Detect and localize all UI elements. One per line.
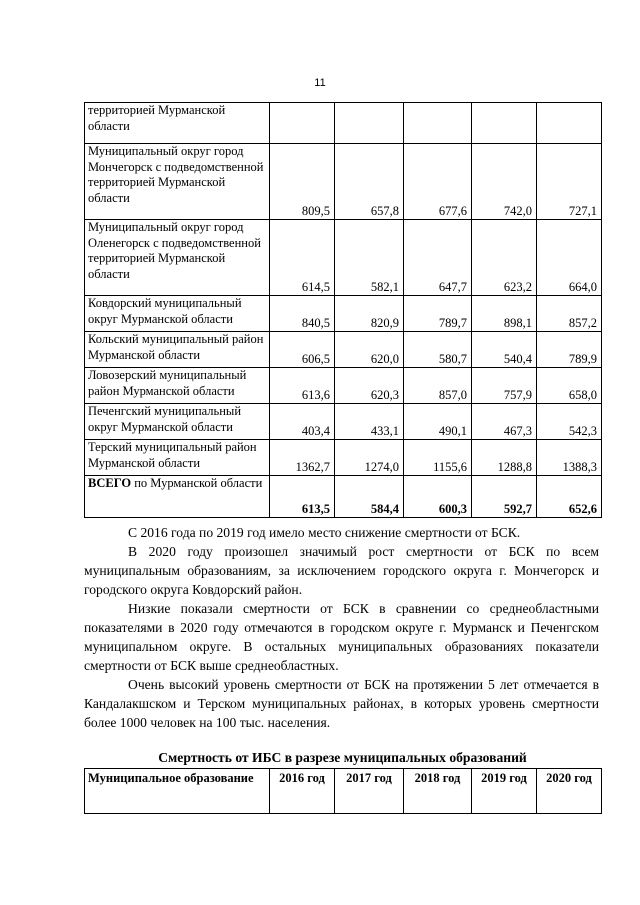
mortality-value: 580,7 — [404, 332, 472, 368]
header-year: 2017 год — [335, 769, 404, 814]
mortality-value: 1274,0 — [335, 440, 404, 476]
municipality-name: Муниципальный округ город Мончегорск с подведомственной территорией Мурманской области — [85, 144, 270, 220]
mortality-value: 582,1 — [335, 220, 404, 296]
body-text — [84, 523, 599, 732]
mortality-value — [335, 103, 404, 144]
mortality-value: 789,9 — [537, 332, 602, 368]
table-row — [85, 296, 602, 332]
mortality-value: 433,1 — [335, 404, 404, 440]
total-label-rest: по Мурманской области — [131, 476, 263, 490]
mortality-value: 614,5 — [270, 220, 335, 296]
total-value: 592,7 — [472, 476, 537, 518]
mortality-value: 1362,7 — [270, 440, 335, 476]
municipality-name: Ловозерский муниципальный район Мурманской области — [85, 368, 270, 404]
mortality-value: 742,0 — [472, 144, 537, 220]
mortality-value: 467,3 — [472, 404, 537, 440]
mortality-value: 898,1 — [472, 296, 537, 332]
table-row — [85, 220, 602, 296]
municipality-name: Кольский муниципальный район Мурманской области — [85, 332, 270, 368]
mortality-value: 657,8 — [335, 144, 404, 220]
mortality-value: 490,1 — [404, 404, 472, 440]
table-row — [85, 440, 602, 476]
mortality-value: 606,5 — [270, 332, 335, 368]
table-row — [85, 404, 602, 440]
page-number: 11 — [314, 77, 326, 89]
mortality-value: 757,9 — [472, 368, 537, 404]
header-year: 2020 год — [537, 769, 602, 814]
municipality-name: Муниципальный округ город Оленегорск с подведомственной территорией Мурманской области — [85, 220, 270, 296]
total-label: ВСЕГО — [88, 476, 132, 490]
municipality-name: территорией Мурманской области — [85, 103, 270, 144]
total-row — [85, 476, 602, 518]
mortality-value — [537, 103, 602, 144]
mortality-value: 1288,8 — [472, 440, 537, 476]
total-value: 584,4 — [335, 476, 404, 518]
table-row — [85, 332, 602, 368]
paragraph: В 2020 году произошел значимый рост смертности от БСК по всем муниципальным образованиям, за исключением городского округа г. Мончегорск и городского округа Ковдорский район. — [84, 544, 599, 597]
table-header-row — [85, 769, 602, 814]
mortality-value: 658,0 — [537, 368, 602, 404]
mortality-value: 840,5 — [270, 296, 335, 332]
mortality-value: 820,9 — [335, 296, 404, 332]
mortality-value: 623,2 — [472, 220, 537, 296]
total-value: 613,5 — [270, 476, 335, 518]
table-row — [85, 368, 602, 404]
table-row — [85, 103, 602, 144]
header-municipality: Муниципальное образование — [85, 769, 270, 814]
header-year: 2018 год — [404, 769, 472, 814]
municipality-name: Ковдорский муниципальный округ Мурманской области — [85, 296, 270, 332]
paragraph: С 2016 года по 2019 год имело место снижение смертности от БСК. — [128, 525, 521, 540]
mortality-value: 540,4 — [472, 332, 537, 368]
mortality-value: 403,4 — [270, 404, 335, 440]
mortality-value: 620,0 — [335, 332, 404, 368]
header-year: 2016 год — [270, 769, 335, 814]
total-value: 652,6 — [537, 476, 602, 518]
mortality-value: 1388,3 — [537, 440, 602, 476]
mortality-value: 857,0 — [404, 368, 472, 404]
mortality-value — [404, 103, 472, 144]
mortality-value: 789,7 — [404, 296, 472, 332]
table-caption: Смертность от ИБС в разрезе муниципальных образований — [158, 750, 527, 765]
mortality-value: 1155,6 — [404, 440, 472, 476]
mortality-value: 664,0 — [537, 220, 602, 296]
mortality-value: 542,3 — [537, 404, 602, 440]
total-label-cell — [85, 476, 270, 518]
paragraph: Низкие показали смертности от БСК в сравнении со среднеобластными показателями в 2020 году отмечаются в городском округе г. Мурманск и Печенгском муниципальном округе. В остальных муниципальных образованиях показатели смертности от БСК выше среднеобластных. — [84, 601, 599, 673]
header-year: 2019 год — [472, 769, 537, 814]
mortality-value — [270, 103, 335, 144]
ibs-table — [84, 768, 602, 814]
mortality-value: 620,3 — [335, 368, 404, 404]
municipality-name: Печенгский муниципальный округ Мурманской области — [85, 404, 270, 440]
mortality-value: 613,6 — [270, 368, 335, 404]
table-row — [85, 144, 602, 220]
mortality-value: 809,5 — [270, 144, 335, 220]
municipality-name: Терский муниципальный район Мурманской области — [85, 440, 270, 476]
mortality-value — [472, 103, 537, 144]
mortality-table — [84, 102, 602, 518]
total-value: 600,3 — [404, 476, 472, 518]
mortality-value: 857,2 — [537, 296, 602, 332]
mortality-value: 647,7 — [404, 220, 472, 296]
mortality-value: 677,6 — [404, 144, 472, 220]
mortality-value: 727,1 — [537, 144, 602, 220]
paragraph: Очень высокий уровень смертности от БСК на протяжении 5 лет отмечается в Кандалакшском и Терском муниципальных районах, в которых уровень смертности более 1000 человек на 100 тыс. населения. — [84, 677, 599, 730]
